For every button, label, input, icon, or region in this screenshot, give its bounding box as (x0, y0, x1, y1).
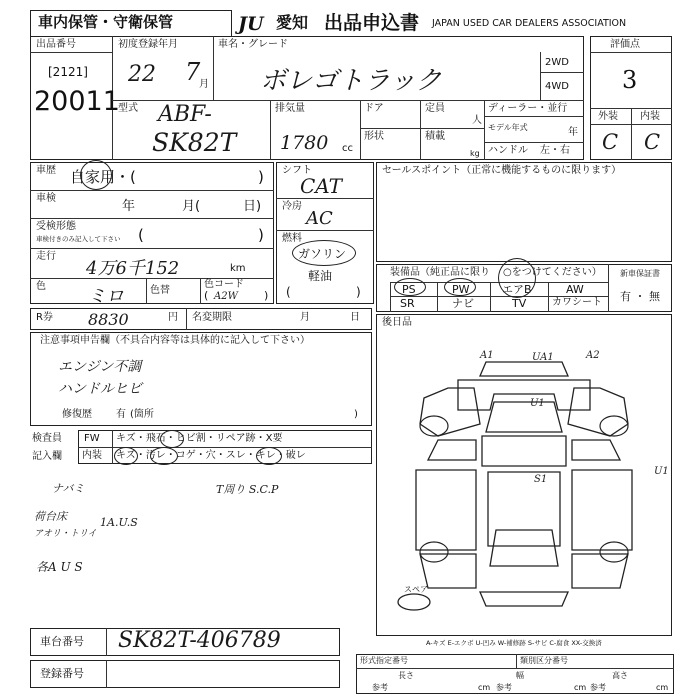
diagram-wheel-rl (420, 542, 448, 562)
note-line1-right: T周り S.C.P (216, 483, 279, 496)
diagram-right-side (572, 470, 632, 550)
handle-label: ハンドル (488, 145, 528, 156)
shift-label: シフト (282, 165, 312, 176)
displacement-label: 排気量 (275, 103, 305, 114)
category-number-label: 類別区分番号 (520, 656, 568, 665)
registration-label: 初度登録年月 (118, 39, 178, 50)
warranty-label: 新車保証書 (620, 269, 660, 278)
repair-value: 有 (116, 409, 126, 420)
chassis-value: SK82T-406789 (118, 628, 281, 653)
mark-s1-bed: S1 (534, 474, 548, 485)
length-label: 長さ (398, 671, 414, 680)
grade-value: 3 (622, 66, 638, 94)
sales-point-label: セールスポイント（正常に機能するものに限ります） (382, 165, 622, 176)
rear-seat-label: 後日品 (382, 317, 412, 328)
model-label: 型式 (118, 103, 138, 114)
fuel-gasoline: ガソリン (298, 247, 347, 261)
acceptance-close: ) (258, 226, 264, 244)
pw-circle (444, 278, 476, 296)
lot-sub-number: [2121] (48, 65, 88, 79)
mark-u1-side: U1 (654, 466, 669, 477)
equipment-leather-seat: カワシート (552, 297, 602, 308)
diagram-cab (482, 436, 566, 466)
diagram-left-rear-fender (420, 554, 476, 588)
chassis-label: 車台番号 (40, 635, 84, 648)
load-unit: kg (470, 149, 480, 158)
capacity-label: 定員 (425, 103, 445, 114)
inspection-label: 車検 (36, 193, 56, 204)
diagram-right-rear-fender (572, 554, 628, 588)
diagram-right-front-fender (568, 388, 628, 436)
history-label: 車歴 (36, 165, 56, 176)
stone-chip-circle (160, 430, 184, 448)
type-number-label: 形式指定番号 (360, 656, 408, 665)
org-english: JAPAN USED CAR DEALERS ASSOCIATION (432, 18, 627, 29)
diagram-bed (488, 472, 560, 546)
equipment-pw: PW (452, 283, 470, 296)
remarks-line2: ハンドルヒビ (58, 381, 142, 397)
door-label: ドア (364, 103, 384, 114)
drive-4wd: 4WD (545, 81, 569, 92)
history-close: ) (258, 168, 264, 186)
remarks-label: 注意事項申告欄（不具合内容等は具体的に記入して下さい） (40, 335, 310, 346)
diagram-hood (458, 380, 590, 410)
ref-length: 参考 (372, 683, 388, 692)
repair-location-label: (箇所 (130, 409, 154, 420)
diagram-front-bumper (480, 362, 568, 376)
exterior-label: 外装 (598, 111, 618, 122)
spare-label: スペア (404, 585, 428, 594)
remarks-line1: エンジン不調 (58, 359, 142, 375)
registration-month-unit: 月 (199, 79, 209, 90)
name-change-label: 名変期限 (192, 312, 232, 323)
width-unit: cm (574, 683, 587, 692)
lot-number: 20011 (34, 86, 120, 117)
inspection-day-unit: 日) (243, 199, 262, 214)
acceptance-label: 受検形態 (36, 221, 76, 232)
diagram-legend: A-キズ E-エクボ U-凹み W-補修跡 S-サビ C-腐食 XX-交換済 (426, 639, 602, 647)
acceptance-open: ( (138, 226, 144, 244)
airbag-circle (498, 258, 536, 298)
mark-a2: A2 (586, 350, 600, 361)
model-value-line1: ABF- (158, 102, 212, 127)
org-name: 愛知 (276, 13, 309, 32)
equipment-airbag: エアB (502, 283, 532, 296)
vehicle-name-value: ボレゴトラック (260, 66, 442, 96)
dealer-label: ディーラー・並行 (488, 103, 568, 114)
acceptance-note: 車検付きのみ記入して下さい (36, 235, 121, 243)
diagram-windshield (486, 402, 562, 432)
note-line2-right: 1A.U.S (100, 516, 138, 529)
interior-scratch-circle (114, 447, 138, 465)
diagram-wheel-rr (600, 542, 628, 562)
interior-label: 内装 (640, 111, 660, 122)
fuel-diesel: 軽油 (308, 269, 333, 283)
mark-ua1: UA1 (532, 352, 554, 363)
diagram-left-door (428, 440, 476, 460)
grade-label: 評価点 (610, 39, 640, 50)
form-title: 出品申込書 (324, 12, 420, 34)
handle-options: 左・右 (540, 145, 570, 156)
mark-a1-front: A1 (480, 350, 494, 361)
drive-2wd: 2WD (545, 57, 569, 68)
interior-stain-circle (150, 447, 178, 465)
model-value-line2: SK82T (152, 128, 237, 157)
color-code-value: A2W (214, 291, 238, 302)
history-value: 自家用・( (70, 168, 136, 186)
interior-value: C (644, 130, 661, 154)
ref-height: 参考 (590, 683, 606, 692)
color-value: ミロ (88, 286, 124, 307)
registration-month: 7 (185, 58, 201, 86)
plate-label: 登録番号 (40, 667, 84, 680)
fuel-label: 燃料 (282, 233, 302, 244)
note-line2b: アオリ・トリイ (34, 529, 97, 539)
shape-label: 形状 (364, 131, 384, 142)
capacity-unit: 人 (472, 115, 482, 126)
repaint-label: 色替 (150, 285, 170, 296)
inspector-label: 検査員 (32, 433, 62, 444)
equipment-aw: AW (566, 283, 584, 296)
aircon-label: 冷房 (282, 201, 302, 212)
recycle-label: R券 (36, 312, 53, 323)
repair-label: 修復歴 (62, 409, 92, 420)
note-line2a: 荷台床 (34, 510, 67, 523)
color-code-close: ) (264, 289, 269, 302)
inspection-year-unit: 年 (122, 199, 136, 214)
diagram-rear-bumper (480, 592, 568, 606)
vehicle-name-label: 車名・グレード (218, 39, 288, 50)
fuel-close: ) (356, 285, 361, 299)
storage-title: 車内保管・守衛保管 (38, 13, 174, 31)
repair-location-close: ) (354, 409, 358, 420)
equipment-sr: SR (400, 297, 415, 310)
inspector-row2-items: キズ・汚レ・コゲ・穴・スレ・キレ・破レ (116, 450, 306, 461)
mileage-unit: km (230, 263, 246, 274)
diagram-spare-tire (398, 594, 430, 610)
mileage-label: 走行 (36, 251, 56, 262)
mileage-value: 4万6千152 (86, 258, 180, 279)
registration-year: 22 (128, 62, 156, 87)
ju-logo-text: JU (238, 13, 264, 35)
color-code-label: 色コード (204, 279, 244, 290)
entry-label: 記入欄 (32, 451, 62, 462)
history-circle (80, 160, 112, 190)
displacement-value: 1780 (280, 132, 329, 154)
note-line1: ナバミ (52, 482, 85, 495)
height-label: 高さ (612, 671, 628, 680)
color-label: 色 (36, 281, 46, 292)
width-label: 幅 (516, 671, 524, 680)
ref-width: 参考 (496, 683, 512, 692)
recycle-unit: 円 (168, 312, 178, 323)
note-line3: 各A U S (36, 560, 83, 574)
equipment-label-mid: ○をつけてください） (503, 267, 602, 278)
diagram-right-door (572, 440, 620, 460)
equipment-label: 装備品（純正品に限り (390, 267, 490, 278)
diagram-left-side (416, 470, 476, 550)
interior-wear-circle (256, 447, 282, 465)
height-unit: cm (656, 683, 669, 692)
load-label: 積載 (425, 131, 445, 142)
inspection-month-unit: 月( (182, 199, 201, 214)
sales-point-block (376, 162, 672, 262)
ju-logo (238, 13, 274, 33)
recycle-value: 8830 (88, 310, 129, 329)
inspector-row2-prefix: 内装 (82, 450, 102, 461)
warranty-options: 有 ・ 無 (620, 290, 660, 303)
mark-u1-hood: U1 (530, 398, 545, 409)
equipment-tv: TV (512, 297, 527, 310)
model-year-label: モデル年式 (488, 123, 528, 132)
fuel-circle (292, 240, 356, 266)
diagram-left-front-fender (420, 388, 480, 436)
diagram-rear-gate (490, 530, 558, 566)
color-code-open: ( (204, 289, 209, 302)
inspector-row1-items: キズ・飛石・ヒビ割・リペア跡・X要 (116, 433, 283, 444)
length-unit: cm (478, 683, 491, 692)
model-year-unit: 年 (568, 127, 578, 138)
ps-circle (394, 278, 426, 296)
lot-label: 出品番号 (36, 39, 76, 50)
displacement-unit: cc (342, 143, 353, 154)
shift-value: CAT (300, 174, 342, 198)
equipment-ps: PS (402, 283, 416, 296)
inspector-row1-prefix: FW (84, 433, 100, 444)
exterior-value: C (602, 130, 619, 154)
fuel-open: ( (286, 285, 291, 299)
name-change-day: 日 (350, 312, 360, 323)
aircon-value: AC (306, 208, 333, 229)
equipment-navi: ナビ (452, 297, 474, 310)
name-change-month: 月 (300, 312, 310, 323)
